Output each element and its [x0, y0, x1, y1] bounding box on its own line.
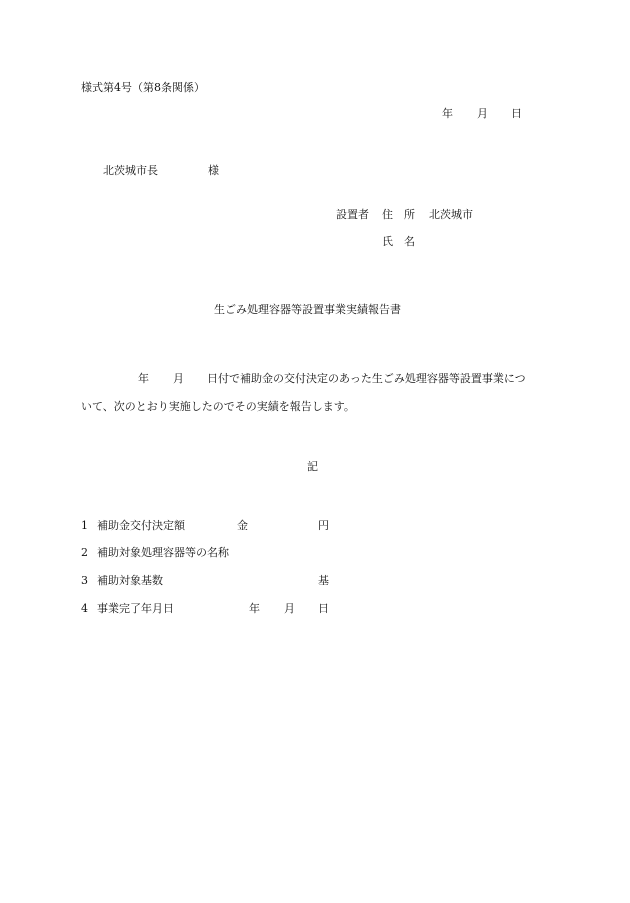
document-title: 生ごみ処理容器等設置事業実績報告書 — [214, 303, 401, 316]
item-number: 2 — [81, 546, 88, 559]
ki-heading: 記 — [307, 460, 318, 473]
item-amount-unit: 円 — [318, 519, 329, 532]
applicant-address-label: 住 所 — [382, 208, 415, 221]
addressee-honorific: 様 — [208, 164, 219, 177]
item-month: 月 — [284, 602, 295, 615]
item-number: 3 — [81, 574, 88, 587]
applicant-role: 設置者 — [336, 208, 369, 221]
item-number: 4 — [81, 602, 88, 615]
item-year: 年 — [249, 602, 260, 615]
body-year: 年 — [138, 372, 149, 385]
item-amount-prefix: 金 — [237, 519, 248, 532]
item-label: 事業完了年月日 — [97, 602, 174, 615]
item-label: 補助金交付決定額 — [97, 519, 185, 532]
applicant-name-label: 氏 名 — [382, 235, 415, 248]
item-label: 補助対象処理容器等の名称 — [97, 546, 229, 559]
item-label: 補助対象基数 — [97, 574, 163, 587]
date-month: 月 — [477, 107, 488, 120]
item-count-unit: 基 — [318, 574, 329, 587]
applicant-address-value: 北茨城市 — [429, 208, 473, 221]
date-day: 日 — [511, 107, 522, 120]
addressee-name: 北茨城市長 — [103, 164, 158, 177]
body-line1: 日付で補助金の交付決定のあった生ごみ処理容器等設置事業につ — [207, 372, 526, 385]
date-year: 年 — [442, 107, 453, 120]
item-day: 日 — [318, 602, 329, 615]
body-month: 月 — [173, 372, 184, 385]
form-number: 様式第4号（第8条関係） — [81, 81, 205, 94]
body-line2: いて、次のとおり実施したのでその実績を報告します。 — [81, 400, 355, 413]
item-number: 1 — [81, 519, 88, 532]
